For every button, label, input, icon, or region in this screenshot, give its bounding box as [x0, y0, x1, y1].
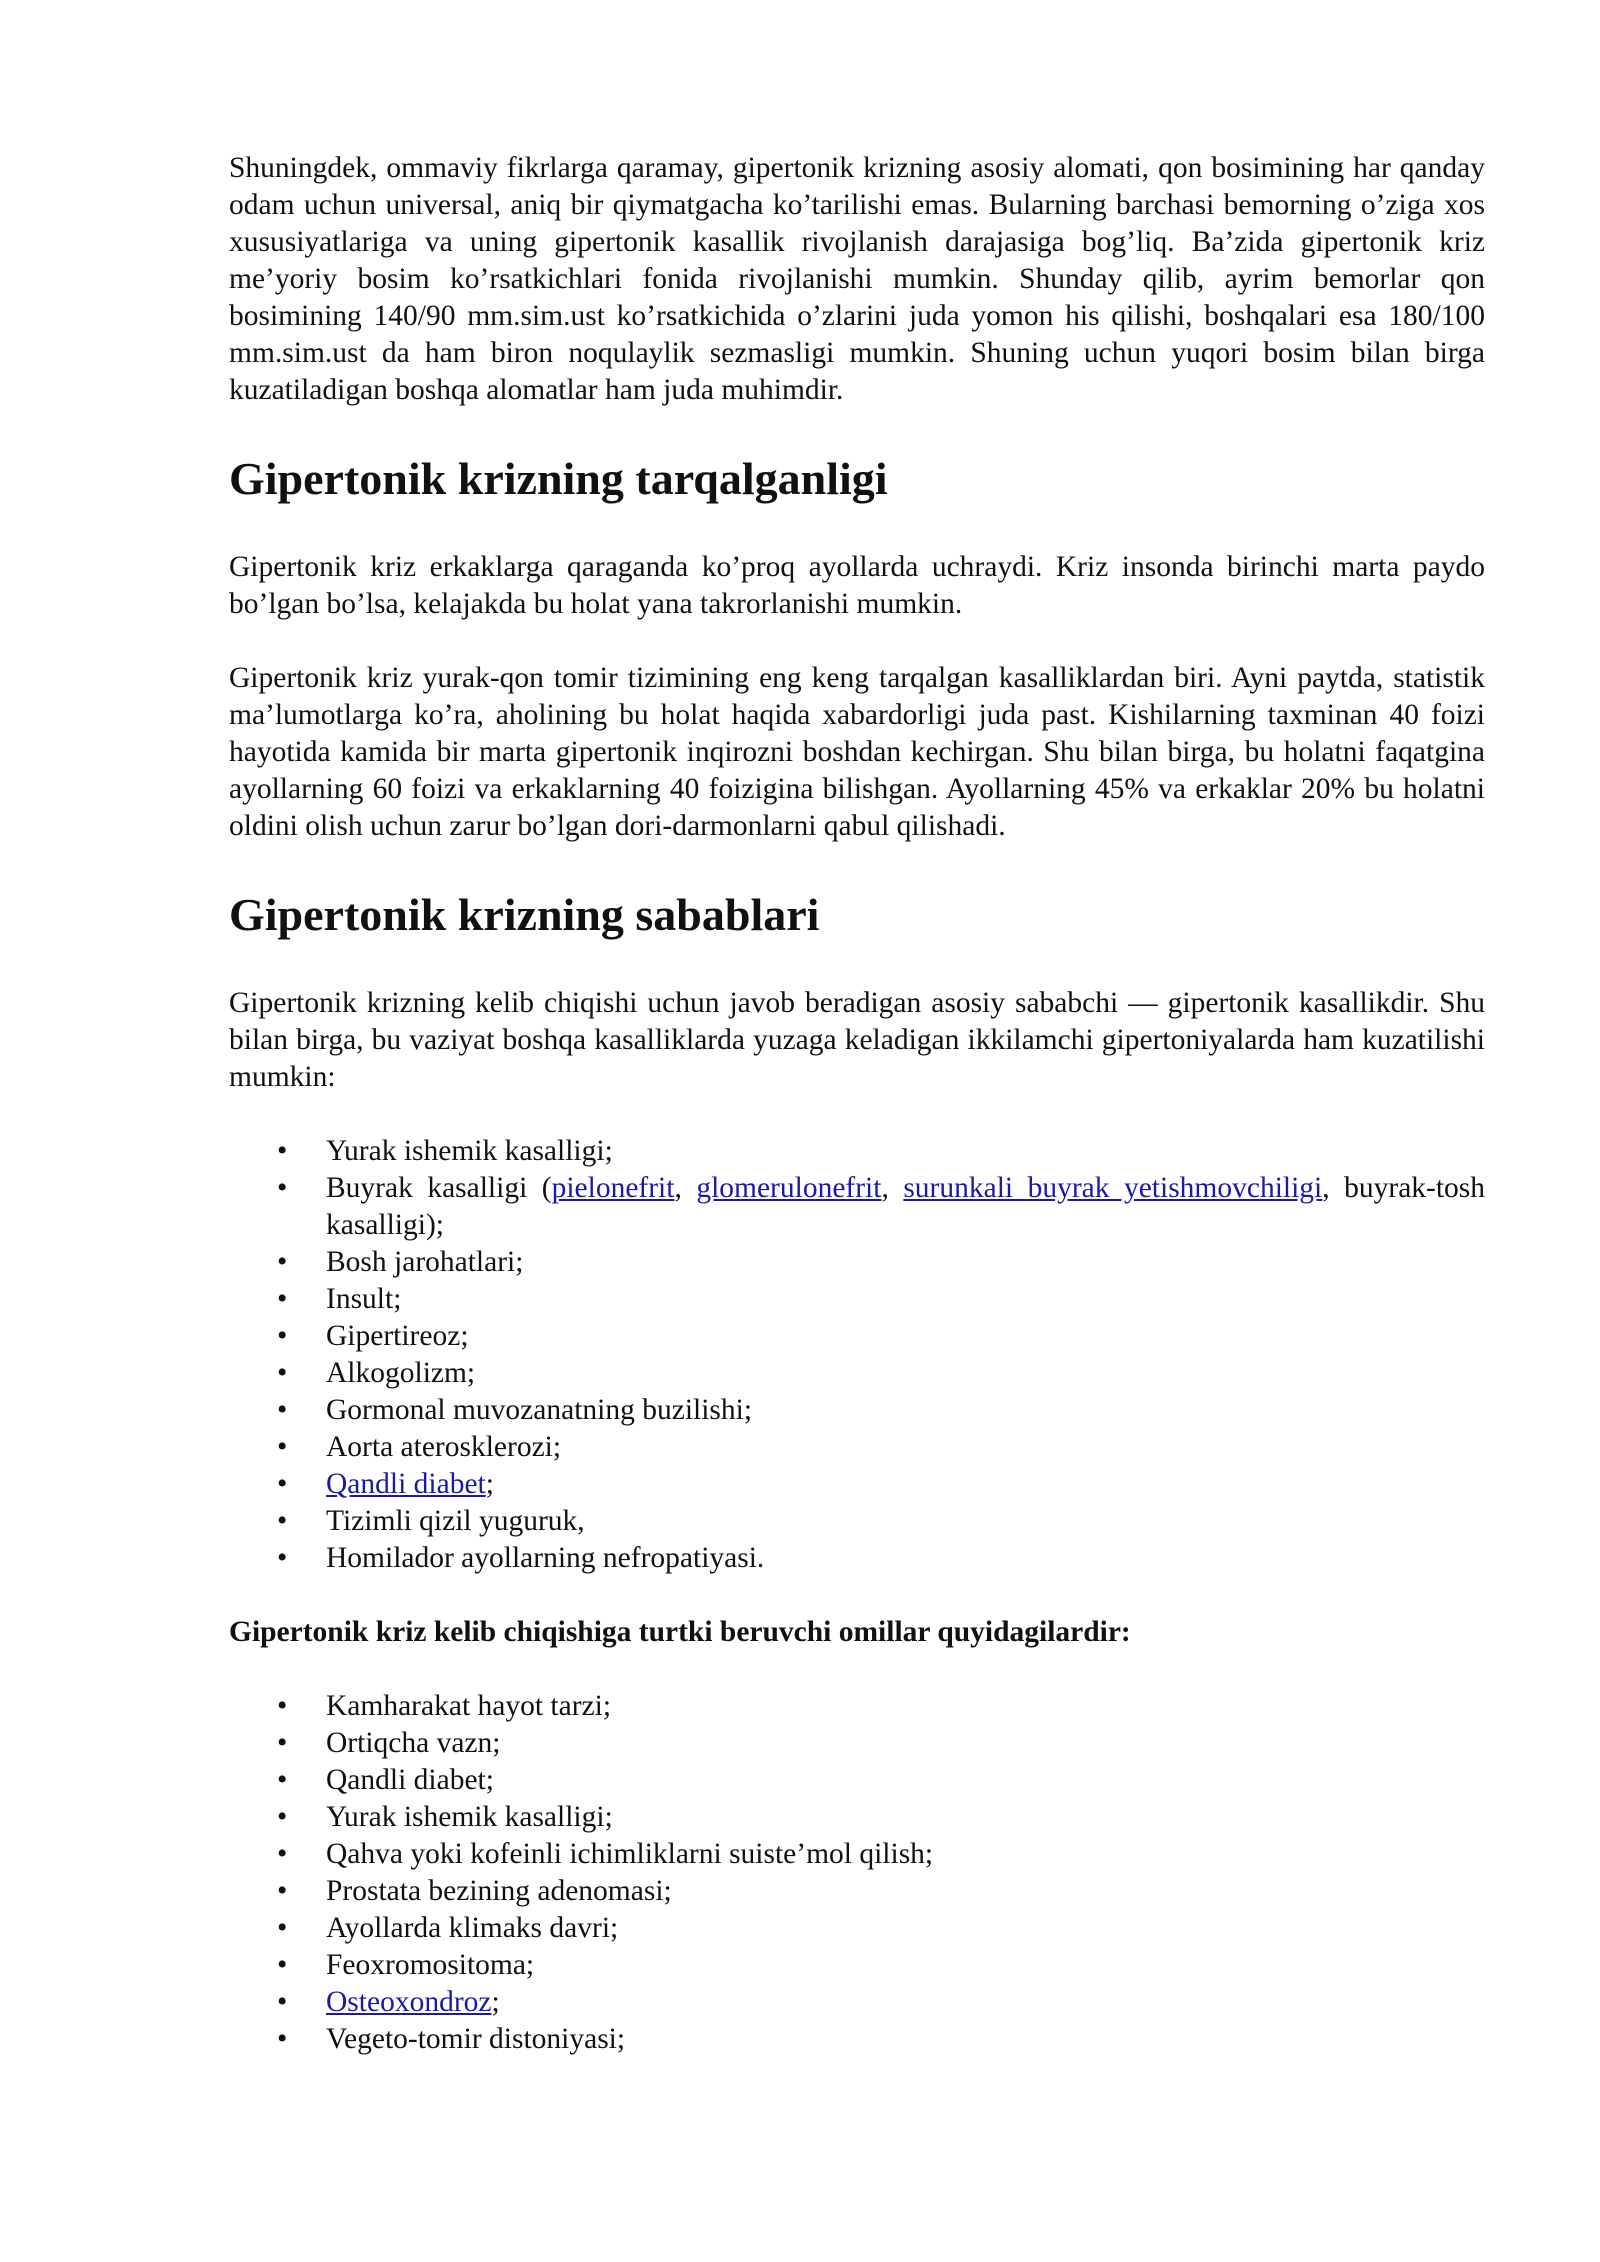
- link-glomerulonefrit[interactable]: glomerulonefrit: [696, 1172, 882, 1204]
- bullet-icon: •: [277, 1394, 288, 1426]
- list-item: [229, 1503, 1485, 1540]
- spread-paragraph-1: Gipertonik kriz erkaklarga qaraganda ko’proq ayollarda uchraydi. Kriz insonda birinchi marta paydo bo’lgan bo’lsa, kelajakda bu holat yana takrorlanishi mumkin.: [229, 551, 1485, 620]
- causes-paragraph: Gipertonik krizning kelib chiqishi uchun javob beradigan asosiy sababchi — gipertonik kasallikdir. Shu bilan birga, bu vaziyat boshqa kasalliklarda yuzaga keladigan ikkilamchi gipertoniyalarda ham kuzatilishi mumkin:: [229, 987, 1485, 1093]
- list-item: [229, 1244, 1485, 1281]
- list-item: [229, 1836, 1485, 1873]
- intro-paragraph: Shuningdek, ommaviy fikrlarga qaramay, gipertonik krizning asosiy alomati, qon bosimining har qanday odam uchun universal, aniq bir qiymatgacha ko’tarilishi emas. Bularning barchasi bemorning o’ziga xos xususiyatlariga va uning gipertonik kasallik rivojlanish darajasiga bog’liq. Ba’zida gipertonik kriz me’yoriy bosim ko’rsatkichlari fonida rivojlanishi mumkin. Shunday qilib, ayrim bemorlar qon bosimining 140/90 mm.sim.ust ko’rsatkichida o’zlarini juda yomon his qilishi, boshqalari esa 180/100 mm.sim.ust da ham biron noqulaylik sezmasligi mumkin. Shuning uchun yuqori bosim bilan birga kuzatiladigan boshqa alomatlar ham juda muhimdir.: [229, 152, 1485, 406]
- bullet-icon: •: [277, 1357, 288, 1389]
- document-page: [229, 150, 1485, 2058]
- list-item-text: Tizimli qizil yuguruk,: [326, 1505, 585, 1537]
- link-diabetes[interactable]: Qandli diabet: [326, 1468, 486, 1500]
- causes-list: [229, 1133, 1485, 1577]
- section-heading-causes: Gipertonik krizning sabablari: [229, 889, 820, 940]
- bullet-icon: •: [277, 2023, 288, 2055]
- bullet-icon: •: [277, 1283, 288, 1315]
- list-item: [229, 1466, 1485, 1503]
- bullet-icon: •: [277, 1320, 288, 1352]
- separator: ,: [674, 1172, 697, 1204]
- list-item-text: Yurak ishemik kasalligi;: [326, 1801, 613, 1833]
- list-item: [229, 1725, 1485, 1762]
- list-item: [229, 1984, 1485, 2021]
- separator: ,: [881, 1172, 904, 1204]
- list-item-text: Prostata bezining adenomasi;: [326, 1875, 672, 1907]
- list-item: [229, 1281, 1485, 1318]
- list-item-text: Gipertireoz;: [326, 1320, 469, 1352]
- list-item-text: Kamharakat hayot tarzi;: [326, 1690, 612, 1722]
- list-item-text: Homilador ayollarning nefropatiyasi.: [326, 1542, 765, 1574]
- bullet-icon: •: [277, 1838, 288, 1870]
- triggers-list: [229, 1688, 1485, 2058]
- list-item-text: ;: [491, 1986, 500, 2018]
- section-heading-spread: Gipertonik krizning tarqalganligi: [229, 453, 888, 504]
- list-item: [229, 1799, 1485, 1836]
- bullet-icon: •: [277, 1801, 288, 1833]
- link-pielonefrit[interactable]: pielonefrit: [551, 1172, 675, 1204]
- list-item-text: Gormonal muvozanatning buzilishi;: [326, 1394, 753, 1426]
- list-item: [229, 1170, 1485, 1244]
- list-item-text: Qandli diabet;: [326, 1764, 494, 1796]
- list-item: [229, 1540, 1485, 1577]
- list-item: [229, 1688, 1485, 1725]
- list-item: [229, 1392, 1485, 1429]
- list-item-text: ;: [485, 1468, 494, 1500]
- triggers-heading: Gipertonik kriz kelib chiqishiga turtki beruvchi omillar quyidagilardir:: [229, 1616, 1131, 1648]
- list-item-text: Feoxromositoma;: [326, 1949, 535, 1981]
- list-item-text: Yurak ishemik kasalligi;: [326, 1135, 613, 1167]
- list-item: [229, 2021, 1485, 2058]
- bullet-icon: •: [277, 1949, 288, 1981]
- list-item-text: Vegeto-tomir distoniyasi;: [326, 2023, 626, 2055]
- bullet-icon: •: [277, 1135, 288, 1167]
- list-item-text: Buyrak kasalligi (: [326, 1172, 552, 1204]
- bullet-icon: •: [277, 1246, 288, 1278]
- bullet-icon: •: [277, 1727, 288, 1759]
- bullet-icon: •: [277, 1468, 288, 1500]
- bullet-icon: •: [277, 1542, 288, 1574]
- list-item: [229, 1873, 1485, 1910]
- bullet-icon: •: [277, 1912, 288, 1944]
- bullet-icon: •: [277, 1875, 288, 1907]
- list-item-text: Ayollarda klimaks davri;: [326, 1912, 619, 1944]
- list-item: [229, 1947, 1485, 1984]
- list-item: [229, 1355, 1485, 1392]
- list-item: [229, 1910, 1485, 1947]
- bullet-icon: •: [277, 1690, 288, 1722]
- spread-paragraph-2: Gipertonik kriz yurak-qon tomir tizimining eng keng tarqalgan kasalliklardan biri. Ayni paytda, statistik ma’lumotlarga ko’ra, aholining bu holat haqida xabardorligi juda past. Kishilarning taxminan 40 foizi hayotida kamida bir marta gipertonik inqirozni boshdan kechirgan. Shu bilan birga, bu holatni faqatgina ayollarning 60 foizi va erkaklarning 40 foizigina bilishgan. Ayollarning 45% va erkaklar 20% bu holatni oldini olish uchun zarur bo’lgan dori-darmonlarni qabul qilishadi.: [229, 662, 1485, 842]
- list-item: [229, 1318, 1485, 1355]
- list-item-text: , buyrak-tosh kasalligi);: [326, 1172, 1486, 1241]
- list-item: [229, 1429, 1485, 1466]
- list-item: [229, 1133, 1485, 1170]
- link-chronic-kidney-failure[interactable]: surunkali buyrak yetishmovchiligi: [903, 1172, 1323, 1204]
- list-item: [229, 1762, 1485, 1799]
- list-item-text: Qahva yoki kofeinli ichimliklarni suiste’mol qilish;: [326, 1838, 934, 1870]
- list-item-text: Aorta aterosklerozi;: [326, 1431, 562, 1463]
- list-item-text: Ortiqcha vazn;: [326, 1727, 501, 1759]
- bullet-icon: •: [277, 1764, 288, 1796]
- list-item-text: Alkogolizm;: [326, 1357, 476, 1389]
- list-item-text: Insult;: [326, 1283, 402, 1315]
- bullet-icon: •: [277, 1431, 288, 1463]
- bullet-icon: •: [277, 1505, 288, 1537]
- bullet-icon: •: [277, 1986, 288, 2018]
- link-osteoxondroz[interactable]: Osteoxondroz: [326, 1986, 492, 2018]
- bullet-icon: •: [277, 1172, 288, 1204]
- list-item-text: Bosh jarohatlari;: [326, 1246, 524, 1278]
